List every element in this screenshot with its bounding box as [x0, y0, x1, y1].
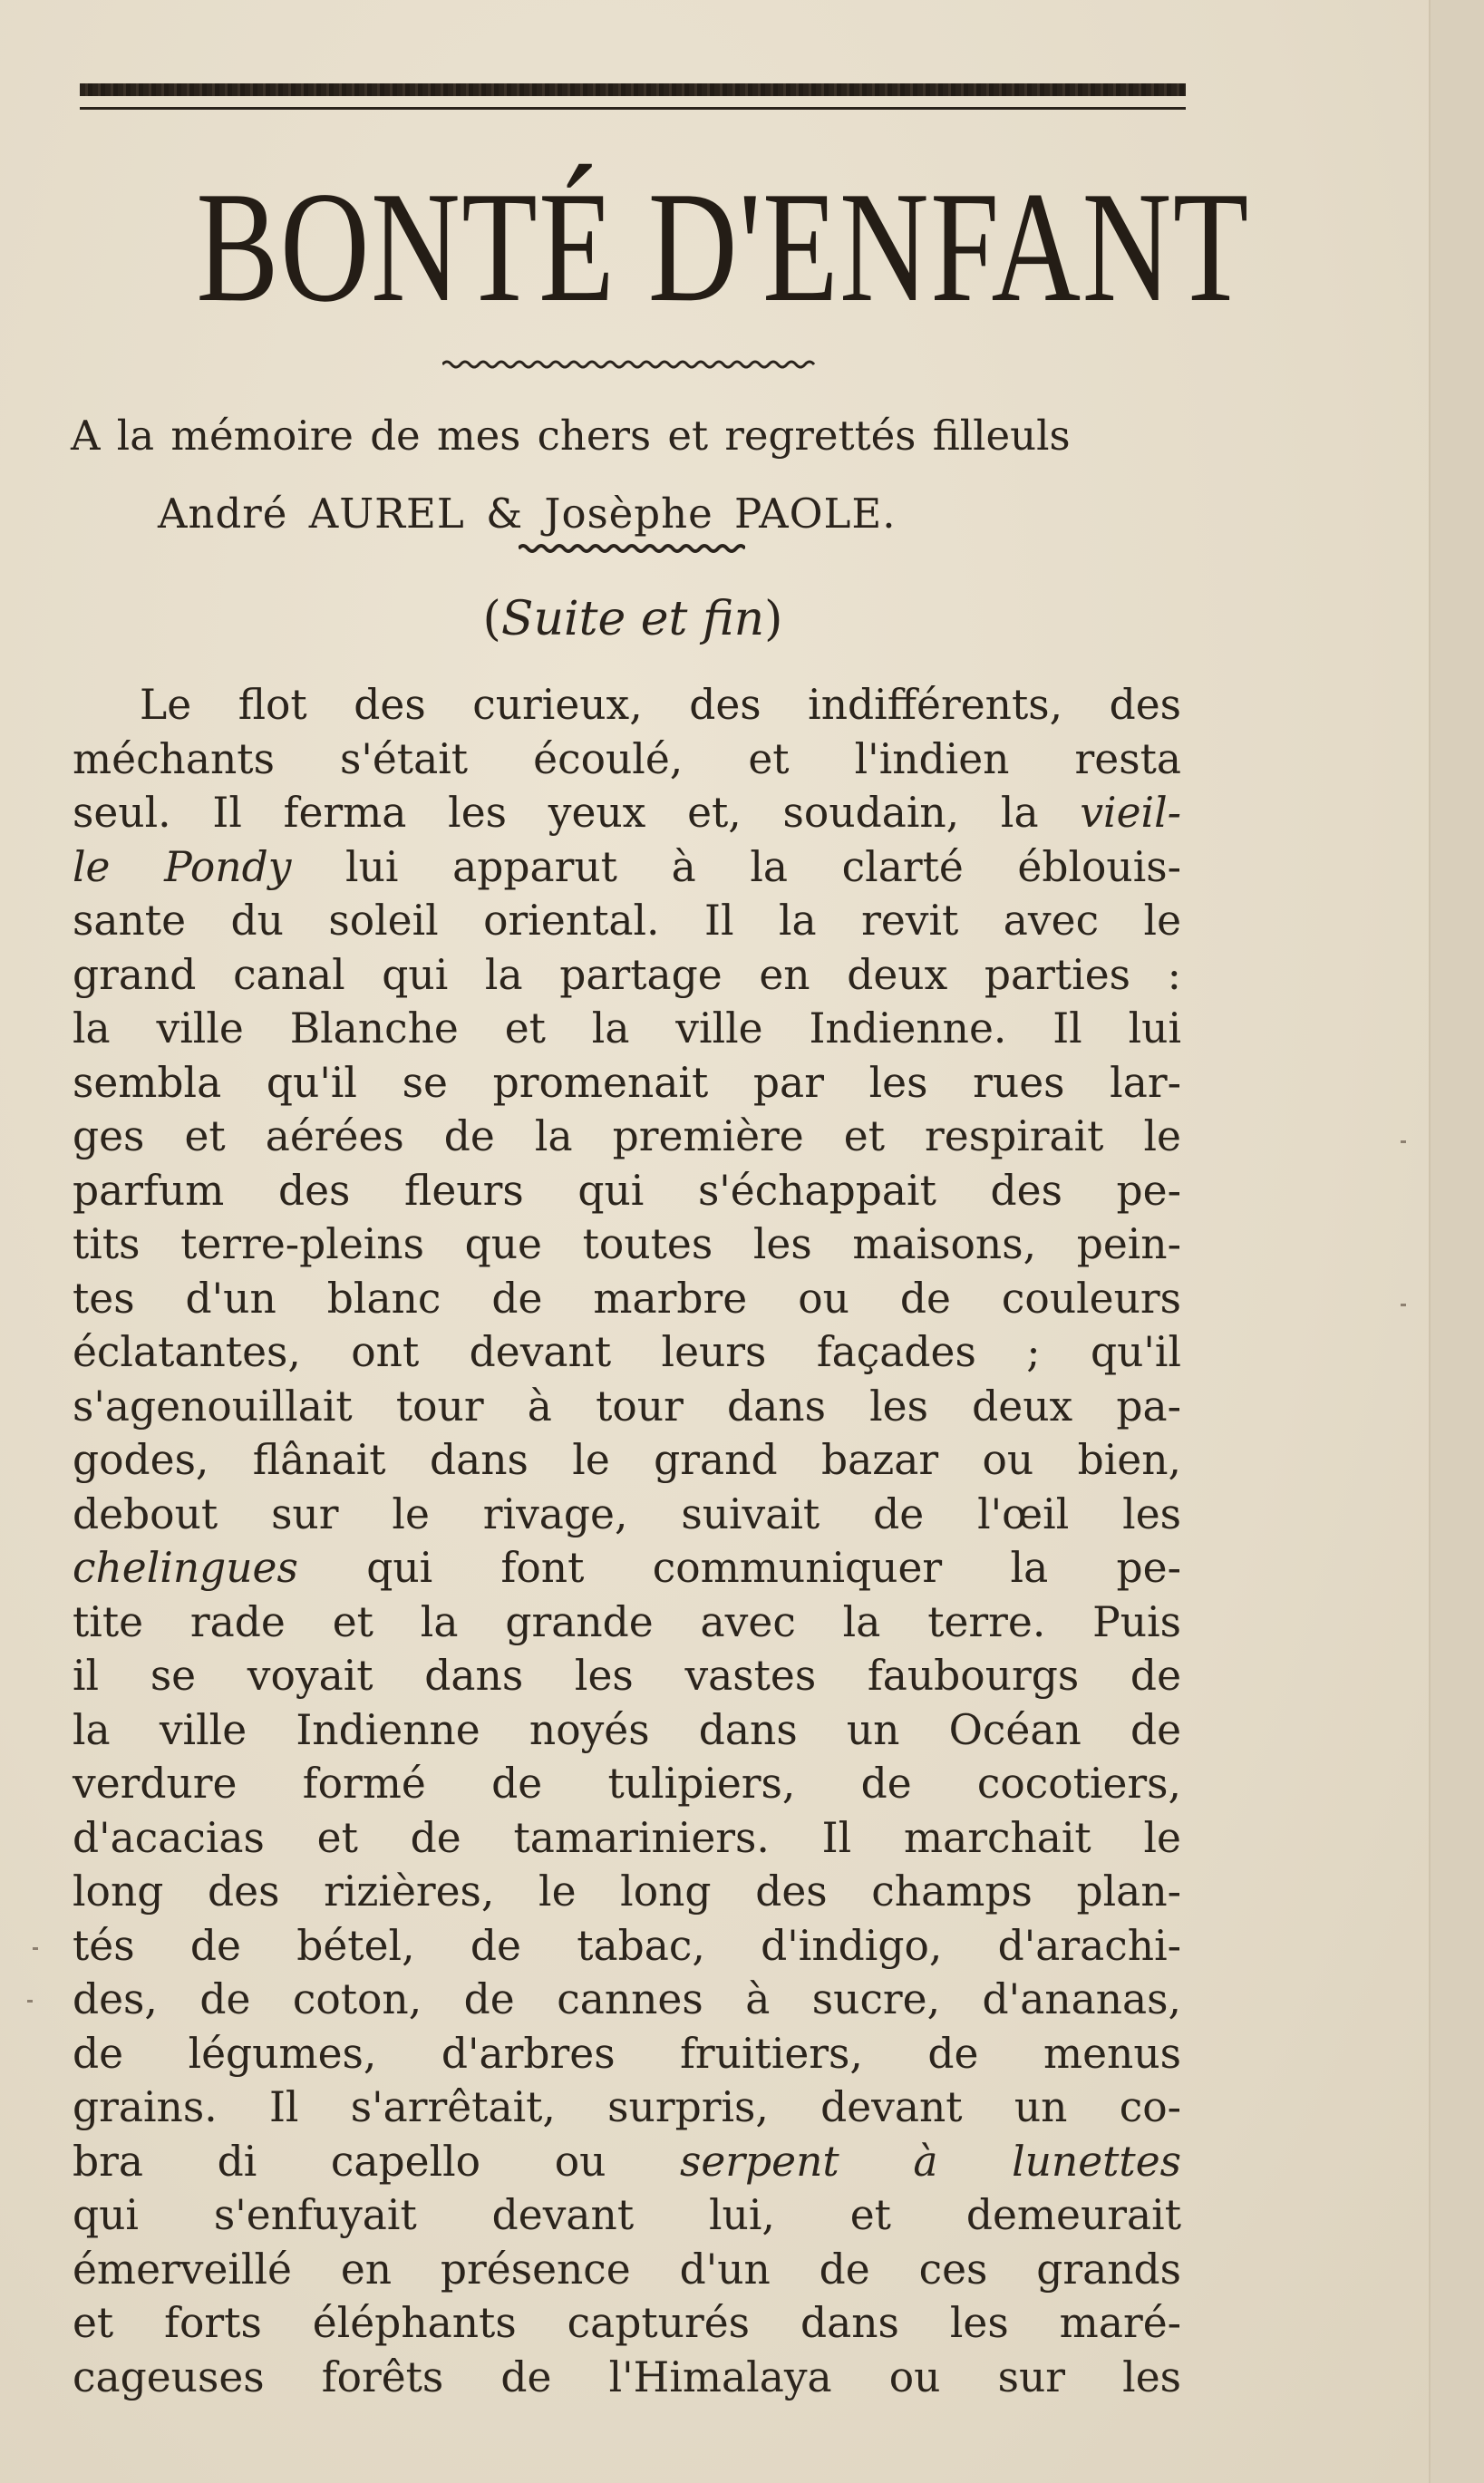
- body-text-line: [73, 2243, 1181, 2297]
- body-text-line: [73, 2135, 1181, 2189]
- text-run: long des rizières, le long des champs plan-: [73, 1867, 1181, 1916]
- body-text-line: [73, 2188, 1181, 2243]
- text-run: parfum des fleurs qui s'échappait des pe-: [73, 1166, 1181, 1215]
- body-text-line: [73, 894, 1181, 948]
- text-run: émerveillé en présence d'un de ces grands: [73, 2245, 1181, 2294]
- body-text-line: [73, 732, 1181, 787]
- subtitle-paren-open: (: [482, 592, 501, 646]
- body-text-line: [73, 840, 1181, 895]
- text-run: debout sur le rivage, suivait de l'œil les: [73, 1489, 1181, 1538]
- body-text-line: [73, 1002, 1181, 1056]
- text-run: la ville Blanche et la ville Indienne. Il lui: [73, 1004, 1181, 1052]
- body-text-line: [73, 1325, 1181, 1380]
- text-run: tite rade et la grande avec la terre. Puis: [73, 1597, 1181, 1646]
- text-run: et forts éléphants capturés dans les maré-: [73, 2299, 1181, 2347]
- body-text-line: [73, 2296, 1181, 2351]
- text-run: bra di capello ou: [73, 2137, 681, 2186]
- text-run: méchants s'était écoulé, et l'indien resta: [73, 734, 1181, 783]
- scan-speck: [27, 2000, 33, 2003]
- text-run: qui font communiquer la pe-: [297, 1544, 1181, 1592]
- text-run: godes, flânait dans le grand bazar ou bien,: [73, 1436, 1181, 1484]
- top-ornamental-rule: [80, 83, 1186, 96]
- dedication-line: A la mémoire de mes chers et regrettés filleuls: [71, 412, 1071, 460]
- text-run: la ville Indienne noyés dans un Océan de: [73, 1705, 1181, 1754]
- body-text-line: [73, 2027, 1181, 2081]
- italic-phrase: vieil-: [1080, 789, 1181, 837]
- italic-phrase: le Pondy: [73, 842, 292, 891]
- text-run: cageuses forêts de l'Himalaya ou sur les: [73, 2352, 1181, 2401]
- body-text-line: [73, 1433, 1181, 1488]
- scan-speck: [1401, 1140, 1406, 1143]
- text-run: éclatantes, ont devant leurs façades ; qu'il: [73, 1328, 1181, 1376]
- body-text-line: [73, 1380, 1181, 1434]
- text-run: il se voyait dans les vastes faubourgs de: [73, 1652, 1181, 1700]
- body-text-line: [73, 1919, 1181, 1974]
- text-run: ges et aérées de la première et respirait le: [73, 1112, 1181, 1160]
- body-text-line: [73, 678, 1181, 732]
- subtitle-text: Suite et fin: [500, 592, 765, 646]
- subtitle: [71, 583, 1195, 655]
- dedication-line: André AUREL & Josèphe PAOLE.: [158, 490, 897, 538]
- dedication: [71, 397, 1195, 553]
- dedication-wavy-divider: [519, 541, 745, 556]
- body-text-line: [73, 1596, 1181, 1650]
- scan-speck: [33, 1947, 38, 1950]
- body-text-line: [73, 1541, 1181, 1596]
- body-text-line: [73, 948, 1181, 1003]
- italic-phrase: chelingues: [73, 1544, 298, 1592]
- body-text-line: [73, 1973, 1181, 2027]
- body-text-line: [73, 1757, 1181, 1811]
- body-text-line: [73, 1811, 1181, 1866]
- text-run: tes d'un blanc de marbre ou de couleurs: [73, 1274, 1181, 1323]
- body-text-line: [73, 2351, 1181, 2405]
- top-thin-rule: [80, 107, 1186, 110]
- text-run: tés de bétel, de tabac, d'indigo, d'arachi-: [73, 1921, 1181, 1970]
- text-run: grand canal qui la partage en deux parties :: [73, 950, 1181, 999]
- body-text-line: [73, 1488, 1181, 1542]
- body-text-line: [73, 1865, 1181, 1919]
- adjacent-page-edge: [1429, 0, 1484, 2483]
- text-run: des, de coton, de cannes à sucre, d'ananas,: [73, 1975, 1181, 2023]
- italic-phrase: serpent à lunettes: [680, 2137, 1181, 2186]
- body-text-line: [73, 1164, 1181, 1218]
- body-text-line: [73, 1272, 1181, 1326]
- text-run: grains. Il s'arrêtait, surpris, devant un co-: [73, 2083, 1181, 2131]
- text-run: lui apparut à la clarté éblouis-: [291, 842, 1181, 891]
- body-text-line: [73, 786, 1181, 840]
- article-body: [73, 678, 1181, 2404]
- text-run: tits terre-pleins que toutes les maisons, pein-: [73, 1220, 1181, 1268]
- text-run: de légumes, d'arbres fruitiers, de menus: [73, 2029, 1181, 2078]
- body-text-line: [73, 1703, 1181, 1758]
- scan-speck: [1401, 1304, 1406, 1306]
- text-run: sembla qu'il se promenait par les rues lar-: [73, 1058, 1181, 1107]
- text-run: qui s'enfuyait devant lui, et demeurait: [73, 2191, 1181, 2239]
- body-text-line: [73, 2080, 1181, 2135]
- text-run: sante du soleil oriental. Il la revit avec le: [73, 897, 1181, 945]
- body-text-line: [73, 1217, 1181, 1272]
- body-text-line: [73, 1056, 1181, 1111]
- body-text-line: [73, 1110, 1181, 1164]
- text-run: d'acacias et de tamariniers. Il marchait le: [73, 1813, 1181, 1862]
- text-run: verdure formé de tulipiers, de cocotiers,: [73, 1760, 1181, 1808]
- text-run: s'agenouillait tour à tour dans les deux pa-: [73, 1382, 1181, 1431]
- title-wavy-divider: [442, 356, 819, 373]
- article-title: BONTÉ D'ENFANT: [196, 159, 1250, 335]
- text-run: Le flot des curieux, des indifférents, des: [140, 681, 1181, 729]
- text-run: seul. Il ferma les yeux et, soudain, la: [73, 789, 1081, 837]
- subtitle-paren-close: ): [764, 592, 783, 646]
- body-text-line: [73, 1649, 1181, 1703]
